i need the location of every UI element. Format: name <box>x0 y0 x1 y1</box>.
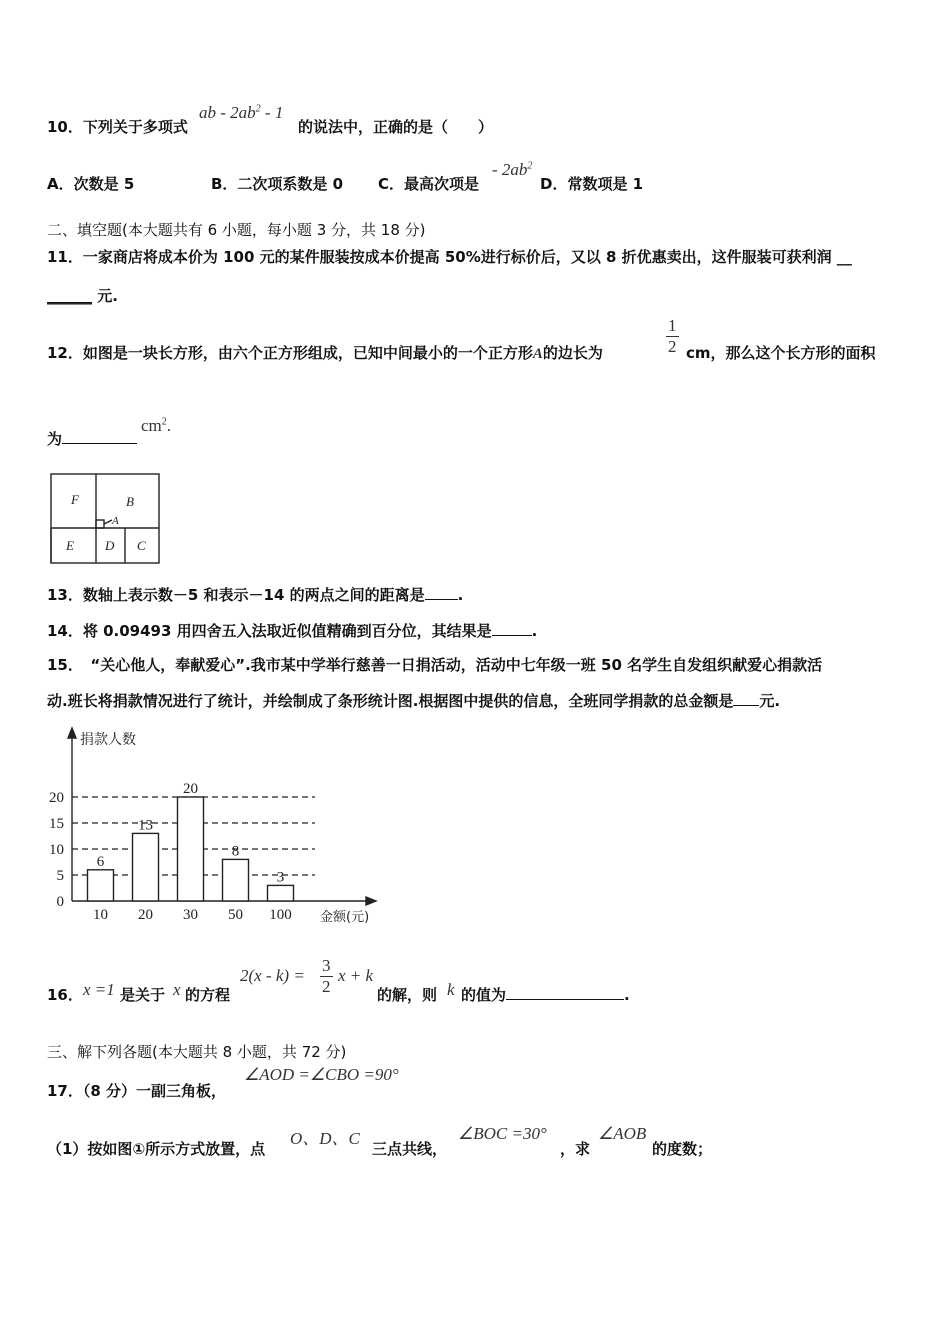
question-15-line1: 15． “关心他人，奉献爱心”.我市某中学举行慈善一日捐活动，活动中七年级一班 50 名学生自发组织献爱心捐款活 <box>47 656 823 674</box>
section-2-heading: 二、填空题(本大题共有 6 小题，每小题 3 分，共 18 分) <box>47 221 426 239</box>
question-16-text-2: 的方程 <box>185 986 231 1004</box>
bar-data-label: 13 <box>138 817 153 834</box>
question-12-answer-line: 为 <box>47 428 137 449</box>
label-d: D <box>105 538 115 553</box>
question-14: 14．将 0.09493 用四舍五入法取近似值精确到百分位，其结果是 . <box>47 622 538 640</box>
angle-aob: ∠AOB <box>598 1124 647 1143</box>
option-d: D．常数项是 1 <box>540 175 644 193</box>
section-3-heading: 三、解下列各题(本大题共 8 小题，共 72 分) <box>47 1043 347 1061</box>
part-1-text-a: （1）按如图①所示方式放置，点 <box>47 1140 266 1158</box>
question-12-stem-tail: cm，那么这个长方形的面积 <box>686 344 876 362</box>
bar-100 <box>268 885 294 901</box>
bar-30 <box>178 797 204 901</box>
solution-equation: x =1 <box>83 980 115 999</box>
variable-x: x <box>173 980 181 999</box>
y-tick-label: 15 <box>49 816 64 832</box>
part-1-text-c: ，求 <box>560 1140 591 1158</box>
side-length-fraction: $\frac{1}{2}$ <box>668 316 677 356</box>
question-16-text-1: 是关于 <box>120 986 166 1004</box>
variable-k: k <box>447 980 455 999</box>
option-b: B．二次项系数是 0 <box>211 175 344 193</box>
question-15-line2: 动.班长将捐款情况进行了统计，并绘制成了条形统计图.根据图中提供的信息，全班同学捐款的总金额是 元. <box>47 692 781 710</box>
right-angle-condition: ∠AOD =∠CBO =90° <box>244 1065 399 1084</box>
label-b: B <box>126 494 134 509</box>
label-a: A <box>112 515 119 527</box>
option-a: A．次数是 5 <box>47 175 135 193</box>
collinear-points: O、D、C <box>290 1129 360 1148</box>
equation-left-side: 2(x - k) = <box>240 966 305 985</box>
x-tick-label: 100 <box>269 907 292 923</box>
donation-bar-chart <box>40 726 390 926</box>
question-11-line2: ______ 元. <box>47 287 118 305</box>
x-axis-arrow <box>366 897 376 905</box>
square-a <box>96 520 104 528</box>
question-13: 13．数轴上表示数－5 和表示－14 的两点之间的距离是 . <box>47 586 464 604</box>
bar-20 <box>133 833 159 901</box>
bar-data-label: 6 <box>96 853 105 870</box>
area-unit: $cm^2$. <box>141 416 172 435</box>
y-tick-label: 0 <box>56 894 64 910</box>
option-c: C．最高次项是 <box>378 175 480 193</box>
y-tick-label: 10 <box>49 842 64 858</box>
y-axis-label: 捐款人数 <box>80 732 136 748</box>
bar-data-label: 3 <box>276 869 285 886</box>
bar-50 <box>223 859 249 901</box>
question-10-stem: 10．下列关于多项式 <box>47 118 188 136</box>
rectangle-figure <box>46 470 164 568</box>
bar-data-label: 20 <box>183 781 198 797</box>
question-12-stem: 12．如图是一块长方形，由六个正方形组成，已知中间最小的一个正方形A的边长为 <box>47 344 603 362</box>
label-c: C <box>137 538 146 553</box>
y-tick-label: 20 <box>49 790 64 806</box>
equation-fraction: $\frac{3}{2}$ <box>322 956 331 996</box>
y-axis-arrow <box>68 728 76 738</box>
x-tick-label: 20 <box>138 907 153 923</box>
question-17-head: 17．（8 分）一副三角板， <box>47 1082 227 1100</box>
label-e: E <box>66 538 74 553</box>
label-f: F <box>71 492 79 507</box>
x-tick-label: 30 <box>183 907 198 923</box>
part-1-text-d: 的度数； <box>652 1140 713 1158</box>
bar-10 <box>88 870 114 901</box>
part-1-text-b: 三点共线， <box>372 1140 448 1158</box>
polynomial-expression: ab - $2ab^2 - 1$ <box>199 103 284 122</box>
x-tick-label: 50 <box>228 907 243 923</box>
y-tick-label: 5 <box>56 868 64 884</box>
angle-boc: ∠BOC =30° <box>458 1124 547 1143</box>
question-16-number: 16． <box>47 986 83 1004</box>
question-16-text-3: 的解，则 <box>377 986 438 1004</box>
option-c-expression: - $2ab^2$ <box>492 160 533 179</box>
bar-data-label: 8 <box>231 843 240 860</box>
question-11-line1: 11．一家商店将成本价为 100 元的某件服装按成本价提高 50%进行标价后，又以 8 折优惠卖出，这件服装可获利润 __ <box>47 248 852 266</box>
x-axis-label: 金额(元) <box>320 910 370 925</box>
question-16-text-4: 的值为 . <box>461 986 630 1004</box>
x-tick-label: 10 <box>93 907 108 923</box>
question-10-stem-tail: 的说法中，正确的是（ ） <box>298 118 494 136</box>
equation-right-side: x + k <box>338 966 374 985</box>
